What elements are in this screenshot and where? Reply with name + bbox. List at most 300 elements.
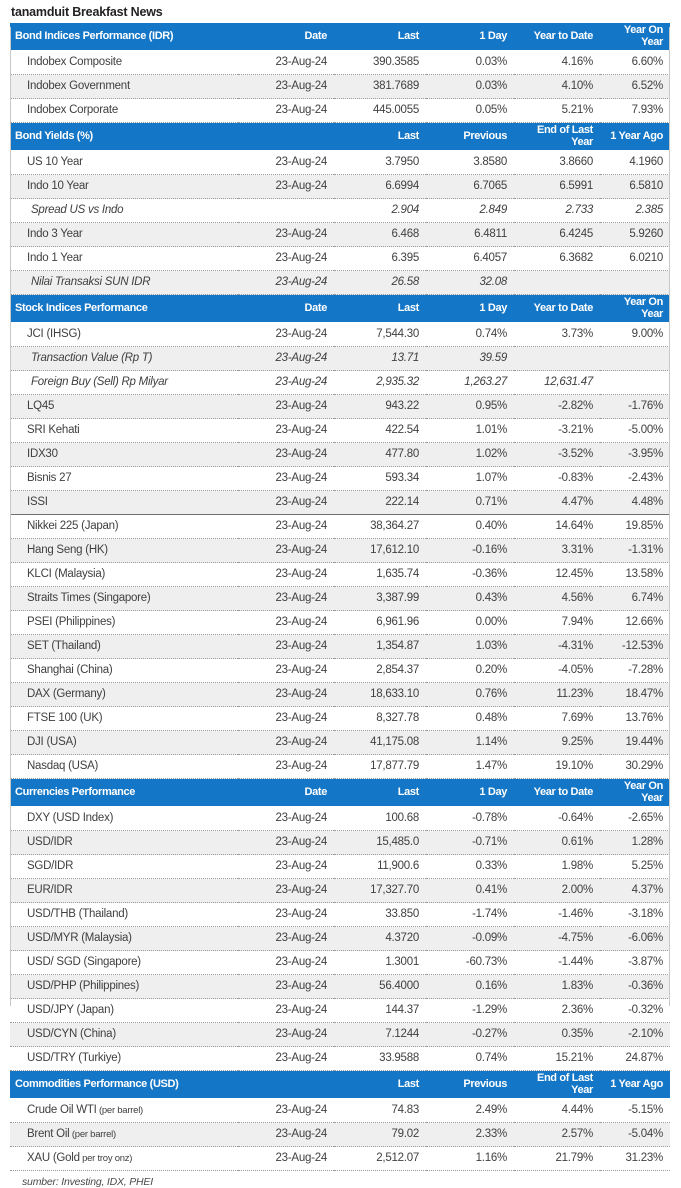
cell-ytd: 0.35% [514, 1023, 600, 1047]
row-label: ISSI [10, 491, 238, 515]
cell-day: 0.74% [426, 323, 514, 347]
row-label: DJI (USA) [10, 731, 238, 755]
row-label: Indobex Composite [10, 51, 238, 75]
cell-last: 79.02 [334, 1123, 426, 1147]
cell-last: 593.34 [334, 467, 426, 491]
cell-last: 6.6994 [334, 175, 426, 199]
column-header-ytd: Year to Date [514, 779, 600, 807]
cell-date: 23-Aug-24 [238, 975, 334, 999]
column-header-date [238, 1071, 334, 1099]
table-row [10, 1147, 670, 1171]
table-row [10, 247, 670, 271]
cell-day: 2.49% [426, 1099, 514, 1123]
table-row [10, 999, 670, 1023]
cell-day: 1.14% [426, 731, 514, 755]
cell-last: 3,387.99 [334, 587, 426, 611]
cell-day: -0.36% [426, 563, 514, 587]
cell-yoy: -7.28% [600, 659, 670, 683]
cell-yoy: 19.44% [600, 731, 670, 755]
cell-date: 23-Aug-24 [238, 831, 334, 855]
cell-ytd: 4.10% [514, 75, 600, 99]
cell-day: 0.03% [426, 51, 514, 75]
row-label: IDX30 [10, 443, 238, 467]
cell-ytd: 3.73% [514, 323, 600, 347]
row-label: Nilai Transaksi SUN IDR [10, 271, 238, 295]
cell-last: 38,364.27 [334, 515, 426, 539]
row-label-main: Crude Oil WTI [27, 1104, 97, 1116]
cell-yoy: 13.58% [600, 563, 670, 587]
cell-date: 23-Aug-24 [238, 151, 334, 175]
cell-yoy [600, 371, 670, 395]
cell-date: 23-Aug-24 [238, 879, 334, 903]
cell-yoy: -2.43% [600, 467, 670, 491]
row-label: USD/PHP (Philippines) [10, 975, 238, 999]
cell-date: 23-Aug-24 [238, 443, 334, 467]
table-row [10, 323, 670, 347]
cell-date: 23-Aug-24 [238, 563, 334, 587]
row-label-unit: per troy onz) [79, 1153, 133, 1164]
cell-last: 7,544.30 [334, 323, 426, 347]
cell-last: 222.14 [334, 491, 426, 515]
cell-last: 1,635.74 [334, 563, 426, 587]
cell-date: 23-Aug-24 [238, 951, 334, 975]
cell-yoy: 31.23% [600, 1147, 670, 1171]
section-header-commodities [10, 1071, 670, 1099]
cell-yoy: 7.93% [600, 99, 670, 123]
cell-day: 0.43% [426, 587, 514, 611]
cell-day: 1.02% [426, 443, 514, 467]
cell-date: 23-Aug-24 [238, 247, 334, 271]
cell-yoy: 4.1960 [600, 151, 670, 175]
section-header-bond-yields [10, 123, 670, 151]
cell-ytd: 15.21% [514, 1047, 600, 1071]
cell-last: 26.58 [334, 271, 426, 295]
cell-date: 23-Aug-24 [238, 683, 334, 707]
cell-last: 390.3585 [334, 51, 426, 75]
column-header-day: 1 Day [426, 23, 514, 51]
table-row [10, 75, 670, 99]
cell-ytd: 2.57% [514, 1123, 600, 1147]
cell-date: 23-Aug-24 [238, 347, 334, 371]
table-row [10, 635, 670, 659]
cell-ytd: 2.36% [514, 999, 600, 1023]
section-title: Currencies Performance [10, 779, 238, 807]
table-right-border [669, 27, 670, 1006]
row-label: USD/THB (Thailand) [10, 903, 238, 927]
cell-last: 445.0055 [334, 99, 426, 123]
cell-yoy: -2.65% [600, 807, 670, 831]
cell-last: 1,354.87 [334, 635, 426, 659]
cell-day: 0.41% [426, 879, 514, 903]
cell-last: 1.3001 [334, 951, 426, 975]
row-label: USD/ SGD (Singapore) [10, 951, 238, 975]
cell-yoy: 6.74% [600, 587, 670, 611]
cell-yoy: 6.52% [600, 75, 670, 99]
column-header-ytd: Year to Date [514, 295, 600, 323]
cell-ytd: 4.47% [514, 491, 600, 515]
cell-day: 1.07% [426, 467, 514, 491]
table-row [10, 515, 670, 539]
cell-ytd: -4.05% [514, 659, 600, 683]
table-row [10, 755, 670, 779]
column-header-last: Last [334, 779, 426, 807]
row-label: JCI (IHSG) [10, 323, 238, 347]
cell-yoy: -12.53% [600, 635, 670, 659]
column-header-last: Last [334, 123, 426, 151]
cell-date: 23-Aug-24 [238, 419, 334, 443]
table-row [10, 175, 670, 199]
column-header-yoy: Year On Year [600, 23, 670, 51]
cell-date: 23-Aug-24 [238, 999, 334, 1023]
cell-day: 2.849 [426, 199, 514, 223]
cell-ytd: 12.45% [514, 563, 600, 587]
cell-date: 23-Aug-24 [238, 467, 334, 491]
cell-yoy: 6.5810 [600, 175, 670, 199]
cell-ytd: -1.46% [514, 903, 600, 927]
table-row [10, 347, 670, 371]
cell-day: 0.48% [426, 707, 514, 731]
cell-ytd: -0.64% [514, 807, 600, 831]
cell-ytd [514, 347, 600, 371]
cell-ytd: 4.16% [514, 51, 600, 75]
cell-day: 1.01% [426, 419, 514, 443]
table-row [10, 683, 670, 707]
column-header-yoy: Year On Year [600, 295, 670, 323]
cell-yoy: 2.385 [600, 199, 670, 223]
row-label: USD/IDR [10, 831, 238, 855]
table-row [10, 223, 670, 247]
cell-ytd: 4.56% [514, 587, 600, 611]
table-row [10, 491, 670, 515]
cell-date: 23-Aug-24 [238, 635, 334, 659]
row-label: SGD/IDR [10, 855, 238, 879]
table-row [10, 99, 670, 123]
table-row [10, 395, 670, 419]
row-label: SET (Thailand) [10, 635, 238, 659]
cell-date: 23-Aug-24 [238, 1099, 334, 1123]
table-row [10, 659, 670, 683]
table-row [10, 443, 670, 467]
cell-date: 23-Aug-24 [238, 807, 334, 831]
cell-day: -0.27% [426, 1023, 514, 1047]
table-row [10, 951, 670, 975]
cell-last: 11,900.6 [334, 855, 426, 879]
cell-ytd: 6.4245 [514, 223, 600, 247]
cell-last: 17,877.79 [334, 755, 426, 779]
cell-day: 0.71% [426, 491, 514, 515]
cell-ytd: 6.5991 [514, 175, 600, 199]
row-label: USD/CYN (China) [10, 1023, 238, 1047]
cell-yoy: 5.9260 [600, 223, 670, 247]
table-row [10, 611, 670, 635]
cell-last: 2,854.37 [334, 659, 426, 683]
cell-yoy: -3.87% [600, 951, 670, 975]
column-header-day: Previous [426, 123, 514, 151]
row-label: Indo 1 Year [10, 247, 238, 271]
page-title: tanamduit Breakfast News [11, 5, 163, 19]
cell-day: -0.16% [426, 539, 514, 563]
cell-date: 23-Aug-24 [238, 175, 334, 199]
table-row [10, 807, 670, 831]
cell-ytd: 9.25% [514, 731, 600, 755]
column-header-day: Previous [426, 1071, 514, 1099]
column-header-date: Date [238, 295, 334, 323]
cell-yoy: 30.29% [600, 755, 670, 779]
row-label: DXY (USD Index) [10, 807, 238, 831]
row-label: KLCI (Malaysia) [10, 563, 238, 587]
cell-day: 3.8580 [426, 151, 514, 175]
cell-last: 33.9588 [334, 1047, 426, 1071]
cell-date: 23-Aug-24 [238, 223, 334, 247]
cell-yoy: 4.48% [600, 491, 670, 515]
cell-day: -1.29% [426, 999, 514, 1023]
table-row [10, 51, 670, 75]
cell-last: 13.71 [334, 347, 426, 371]
cell-date: 23-Aug-24 [238, 587, 334, 611]
column-header-last: Last [334, 23, 426, 51]
row-label: US 10 Year [10, 151, 238, 175]
section-title: Stock Indices Performance [10, 295, 238, 323]
column-header-date [238, 123, 334, 151]
cell-day: 6.7065 [426, 175, 514, 199]
table-left-border [10, 27, 11, 1006]
column-header-date: Date [238, 23, 334, 51]
cell-ytd: 21.79% [514, 1147, 600, 1171]
cell-day: 6.4811 [426, 223, 514, 247]
table-row [10, 1047, 670, 1071]
table-row [10, 707, 670, 731]
row-label: DAX (Germany) [10, 683, 238, 707]
cell-ytd: -0.83% [514, 467, 600, 491]
row-label [10, 1123, 238, 1147]
cell-last: 56.4000 [334, 975, 426, 999]
row-label: Foreign Buy (Sell) Rp Milyar [10, 371, 238, 395]
cell-yoy: 1.28% [600, 831, 670, 855]
cell-ytd: 12,631.47 [514, 371, 600, 395]
financial-summary-table [10, 23, 670, 1171]
cell-last: 422.54 [334, 419, 426, 443]
column-header-ytd: End of Last Year [514, 123, 600, 151]
row-label: Spread US vs Indo [10, 199, 238, 223]
row-label [10, 1147, 238, 1171]
cell-day: 6.4057 [426, 247, 514, 271]
cell-day: 1.16% [426, 1147, 514, 1171]
cell-last: 33.850 [334, 903, 426, 927]
cell-date: 23-Aug-24 [238, 515, 334, 539]
table-row [10, 831, 670, 855]
table-row [10, 855, 670, 879]
cell-yoy: 19.85% [600, 515, 670, 539]
table-row [10, 419, 670, 443]
table-row [10, 199, 670, 223]
cell-ytd: 2.00% [514, 879, 600, 903]
cell-yoy: 5.25% [600, 855, 670, 879]
cell-last: 2,512.07 [334, 1147, 426, 1171]
cell-yoy: 18.47% [600, 683, 670, 707]
cell-date: 23-Aug-24 [238, 659, 334, 683]
row-label: Indo 10 Year [10, 175, 238, 199]
row-label: USD/JPY (Japan) [10, 999, 238, 1023]
cell-yoy: -5.15% [600, 1099, 670, 1123]
column-header-yoy: Year On Year [600, 779, 670, 807]
cell-day: -1.74% [426, 903, 514, 927]
cell-date: 23-Aug-24 [238, 371, 334, 395]
cell-yoy: -6.06% [600, 927, 670, 951]
row-label: Shanghai (China) [10, 659, 238, 683]
cell-date: 23-Aug-24 [238, 1023, 334, 1047]
row-label: SRI Kehati [10, 419, 238, 443]
cell-ytd: 1.98% [514, 855, 600, 879]
cell-date [238, 199, 334, 223]
table-row [10, 903, 670, 927]
cell-ytd: 14.64% [514, 515, 600, 539]
cell-date: 23-Aug-24 [238, 611, 334, 635]
cell-last: 18,633.10 [334, 683, 426, 707]
column-header-last: Last [334, 1071, 426, 1099]
cell-date: 23-Aug-24 [238, 855, 334, 879]
cell-date: 23-Aug-24 [238, 323, 334, 347]
row-label: Straits Times (Singapore) [10, 587, 238, 611]
cell-last: 477.80 [334, 443, 426, 467]
row-label-unit: (per barrel) [69, 1129, 116, 1140]
table-row [10, 1123, 670, 1147]
cell-last: 6.395 [334, 247, 426, 271]
cell-yoy: 6.0210 [600, 247, 670, 271]
cell-date: 23-Aug-24 [238, 51, 334, 75]
column-header-ytd: Year to Date [514, 23, 600, 51]
cell-ytd: -4.75% [514, 927, 600, 951]
cell-yoy [600, 271, 670, 295]
table-row [10, 927, 670, 951]
cell-ytd: 3.8660 [514, 151, 600, 175]
table-row [10, 731, 670, 755]
table-row [10, 563, 670, 587]
cell-yoy: -0.32% [600, 999, 670, 1023]
cell-yoy: -1.76% [600, 395, 670, 419]
cell-date: 23-Aug-24 [238, 99, 334, 123]
cell-date: 23-Aug-24 [238, 927, 334, 951]
column-header-day: 1 Day [426, 779, 514, 807]
section-title: Bond Yields (%) [10, 123, 238, 151]
cell-ytd: -1.44% [514, 951, 600, 975]
cell-yoy: -2.10% [600, 1023, 670, 1047]
cell-day: 0.00% [426, 611, 514, 635]
cell-last: 6.468 [334, 223, 426, 247]
row-label: Indo 3 Year [10, 223, 238, 247]
table-row [10, 587, 670, 611]
cell-ytd: -4.31% [514, 635, 600, 659]
row-label-main: Brent Oil [27, 1128, 70, 1140]
cell-date: 23-Aug-24 [238, 903, 334, 927]
cell-ytd: 11.23% [514, 683, 600, 707]
cell-date: 23-Aug-24 [238, 75, 334, 99]
cell-day: 0.16% [426, 975, 514, 999]
cell-last: 2.904 [334, 199, 426, 223]
cell-day: 0.76% [426, 683, 514, 707]
cell-date: 23-Aug-24 [238, 395, 334, 419]
cell-day: 39.59 [426, 347, 514, 371]
column-header-yoy: 1 Year Ago [600, 1071, 670, 1099]
table-row [10, 539, 670, 563]
column-header-day: 1 Day [426, 295, 514, 323]
cell-yoy: -5.04% [600, 1123, 670, 1147]
cell-ytd: 0.61% [514, 831, 600, 855]
cell-ytd [514, 271, 600, 295]
row-label: PSEI (Philippines) [10, 611, 238, 635]
cell-last: 15,485.0 [334, 831, 426, 855]
cell-last: 943.22 [334, 395, 426, 419]
cell-last: 74.83 [334, 1099, 426, 1123]
section-title: Commodities Performance (USD) [10, 1071, 238, 1099]
cell-yoy: 6.60% [600, 51, 670, 75]
cell-date: 23-Aug-24 [238, 707, 334, 731]
cell-last: 17,327.70 [334, 879, 426, 903]
cell-day: 0.95% [426, 395, 514, 419]
row-label: Transaction Value (Rp T) [10, 347, 238, 371]
table-row [10, 975, 670, 999]
source-note: sumber: Investing, IDX, PHEI [22, 1176, 153, 1188]
section-header-stock-indices [10, 295, 670, 323]
cell-day: 1.03% [426, 635, 514, 659]
cell-last: 100.68 [334, 807, 426, 831]
row-label: Nikkei 225 (Japan) [10, 515, 238, 539]
cell-date: 23-Aug-24 [238, 491, 334, 515]
cell-ytd: 3.31% [514, 539, 600, 563]
cell-yoy: -1.31% [600, 539, 670, 563]
cell-yoy [600, 347, 670, 371]
cell-last: 3.7950 [334, 151, 426, 175]
cell-ytd: 2.733 [514, 199, 600, 223]
cell-last: 4.3720 [334, 927, 426, 951]
column-header-date: Date [238, 779, 334, 807]
cell-yoy: 13.76% [600, 707, 670, 731]
cell-date: 23-Aug-24 [238, 1047, 334, 1071]
cell-ytd: 7.94% [514, 611, 600, 635]
cell-day: -0.09% [426, 927, 514, 951]
row-label: Nasdaq (USA) [10, 755, 238, 779]
cell-yoy: -3.18% [600, 903, 670, 927]
cell-date: 23-Aug-24 [238, 1147, 334, 1171]
row-label: Indobex Government [10, 75, 238, 99]
cell-day: -0.78% [426, 807, 514, 831]
cell-last: 17,612.10 [334, 539, 426, 563]
column-header-yoy: 1 Year Ago [600, 123, 670, 151]
cell-day: 0.03% [426, 75, 514, 99]
cell-date: 23-Aug-24 [238, 539, 334, 563]
row-label-main: XAU (Gold [27, 1152, 80, 1164]
cell-day: -60.73% [426, 951, 514, 975]
row-label: Bisnis 27 [10, 467, 238, 491]
cell-ytd: -3.52% [514, 443, 600, 467]
column-header-ytd: End of Last Year [514, 1071, 600, 1099]
section-header-currencies [10, 779, 670, 807]
cell-day: 1.47% [426, 755, 514, 779]
row-label: USD/TRY (Turkiye) [10, 1047, 238, 1071]
cell-date: 23-Aug-24 [238, 271, 334, 295]
cell-day: 32.08 [426, 271, 514, 295]
cell-last: 381.7689 [334, 75, 426, 99]
row-label: Hang Seng (HK) [10, 539, 238, 563]
table-row [10, 879, 670, 903]
cell-day: -0.71% [426, 831, 514, 855]
cell-last: 41,175.08 [334, 731, 426, 755]
row-label-unit: (per barrel) [96, 1105, 143, 1116]
row-label: EUR/IDR [10, 879, 238, 903]
cell-yoy: 9.00% [600, 323, 670, 347]
cell-yoy: -0.36% [600, 975, 670, 999]
table-row [10, 151, 670, 175]
cell-yoy: 12.66% [600, 611, 670, 635]
